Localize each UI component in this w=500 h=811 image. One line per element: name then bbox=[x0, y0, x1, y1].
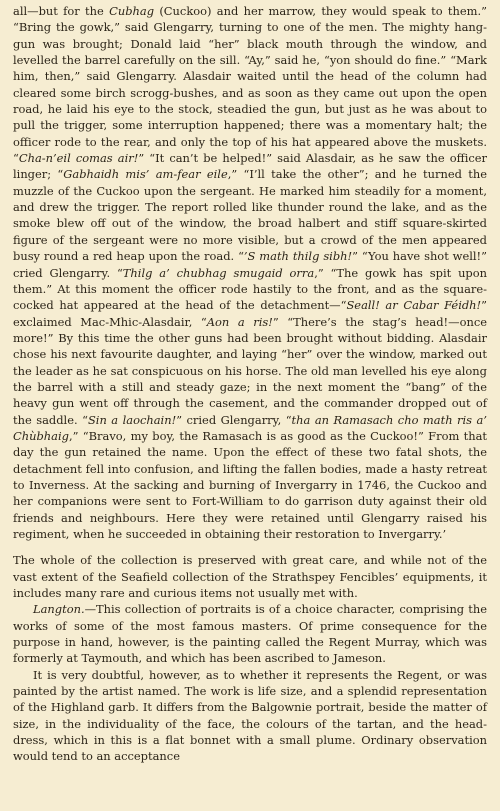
paragraph-langton bbox=[13, 601, 487, 666]
text-segment: ” “It can’t be helped!” said Alasdair, as he saw the officer linger; “ bbox=[13, 151, 488, 182]
paragraph-regent-portrait bbox=[13, 667, 487, 765]
italic-text-segment: Cha-n’eil comas air! bbox=[18, 151, 139, 166]
text-segment: ” cried Glengarry, “ bbox=[176, 412, 292, 427]
italic-text-segment: Aon a ris! bbox=[206, 314, 273, 329]
italic-text-segment: Gabhaidh mis’ am-fear eile bbox=[63, 167, 228, 182]
text-segment: —This collection of portraits is of a choice character, comprising the works of some of the most famous masters. Of prime consequence for the purpose in hand, however, is the painting called the Regent Murray, which was formerly at Taymouth, and which has been ascribed to Jameson. bbox=[13, 602, 487, 666]
paragraph-glengarry-story bbox=[13, 3, 487, 542]
italic-text-segment: Cubhag bbox=[109, 4, 155, 18]
italic-text-segment: Thilg a’ chubhag smugaid orra bbox=[122, 265, 315, 280]
text-segment: ,” “I’ll take the other”; and he turned the muzzle of the Cuckoo upon the sergeant. He marked him steadily for a moment, and drew the trigger. The report rolled like thunder round the lake, and as the smoke blew off out of the window, the broad halbert and stiff square-skirted figure of the sergeant were no more visible, but a crowd of the men appeared busy round a red heap upon the road. “ bbox=[13, 167, 487, 264]
text-segment: It is very doubtful, however, as to whether it represents the Regent, or was painted by the artist named. The work is life size, and a splendid representation of the Highland garb. It differs from the Balgownie portrait, beside the matter of size, in the individuality of the face, the colours of the tartan, and the head-dress, which in this is a flat bonnet with a small plume. Ordinary observation would tend to an acceptance bbox=[13, 667, 487, 764]
text-segment: ” “You have shot well!” cried Glengarry. “ bbox=[13, 249, 488, 280]
text-segment: all—but for the bbox=[13, 4, 110, 18]
italic-text-segment: Seall! ar Cabar Féidh! bbox=[346, 298, 482, 313]
text-segment: ” exclaimed Mac-Mhic-Alasdair, “ bbox=[13, 298, 487, 329]
italic-text-segment: Langton. bbox=[33, 602, 85, 617]
italic-text-segment: tha an Ramasach cho math ris a’ Chùbhaig bbox=[13, 412, 487, 443]
text-segment: ,” “Bravo, my boy, the Ramasach is as good as the Cuckoo!” From that day the gun retained the name. Upon the effect of these two fatal shots, the detachment fell into confusion, and lifting the fallen bodies, made a hasty retreat to Inverness. At the sacking and burning of Invergarry in 1746, the Cuckoo and her companions were sent to Fort-William to do garrison duty against their old friends and neighbours. Here they were retained until Glengarry raised his regiment, when he succeeded in obtaining their restoration to Invergarry.’ bbox=[13, 428, 487, 541]
paragraph-gap bbox=[13, 542, 487, 552]
italic-text-segment: Sin a laochain! bbox=[87, 412, 177, 427]
text-segment: ” “There’s the stag’s head!—once more!” By this time the other guns had been brought without bidding. Alasdair chose his next favourite daughter, and laying “her” over the window, marked out the leader as he sat conspicuous on his horse. The old man levelled his eye along the barrel with a still and steady gaze; in the next moment the “bang” of the heavy gun went off through the casement, and the commander dropped out of the saddle. “ bbox=[13, 314, 487, 427]
italic-text-segment: ’S math thilg sibh! bbox=[243, 249, 353, 264]
paragraph-collection bbox=[13, 552, 487, 601]
text-segment: (Cuckoo) and her marrow, they would speak to them.” “Bring the gowk,” said Glengarry, turning to one of the men. The mighty hang-gun was brought; Donald laid “her” black mouth through the window, and levelled the barrel carefully on the sill. “Ay,” said he, “yon should do fine.” “Mark him, then,” said Glengarry. Alasdair waited until the head of the column had cleared some birch scrogg-bushes, and as soon as they came out upon the open road, he laid his eye to the stock, steadied the gun, but just as he was about to pull the trigger, some interruption happened; there was a momentary halt; the officer rode to the rear, and only the top of his hat appeared above the muskets. “ bbox=[13, 4, 487, 166]
text-segment: The whole of the collection is preserved with great care, and while not of the vast extent of the Seafield collection of the Strathspey Fencibles’ equipments, it includes many rare and curious items not usually met with. bbox=[13, 553, 487, 601]
text-segment: ,” “The gowk has spit upon them.” At this moment the officer rode hastily to the front, and as the square-cocked hat appeared at the head of the detachment—“ bbox=[13, 265, 488, 313]
